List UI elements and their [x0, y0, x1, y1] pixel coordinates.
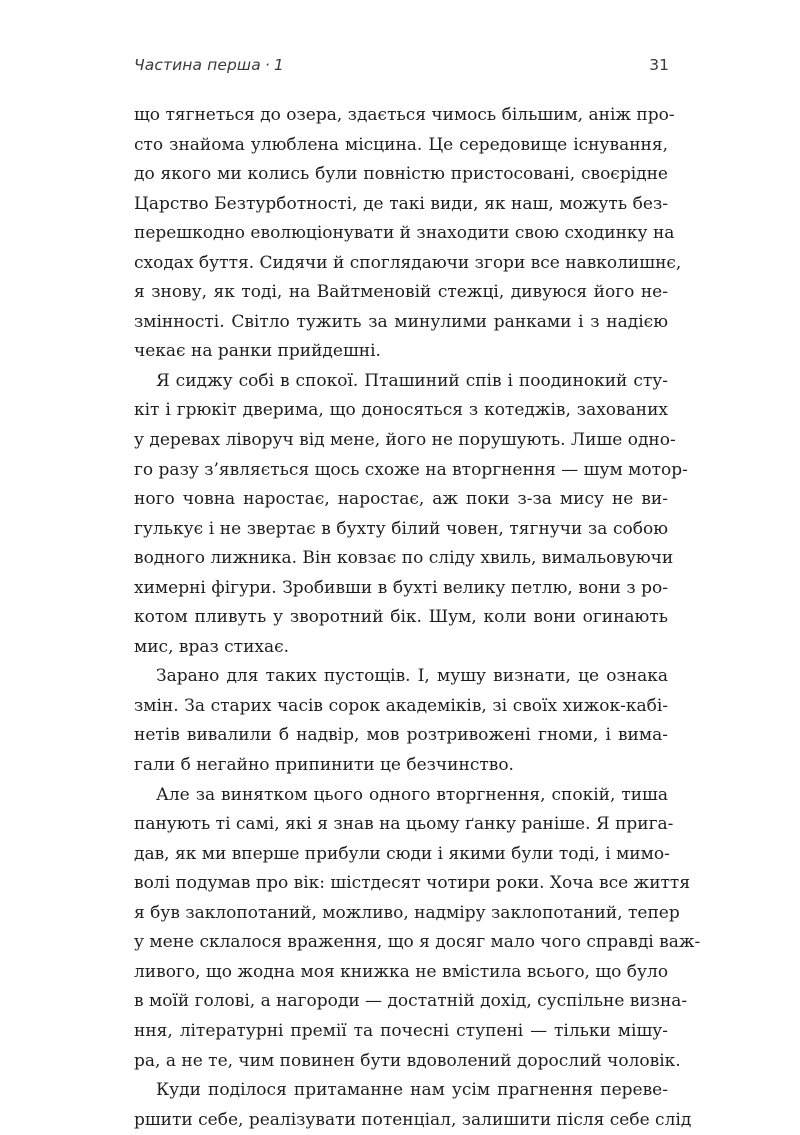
text-line: гулькує і не звертає в бухту білий човен, тягнучи за собою: [134, 518, 668, 539]
text-line: в моїй голові, а нагороди — достатній дохід, суспільне визна-: [134, 991, 688, 1012]
text-line: ного човна наростає, наростає, аж поки з-за мису не ви-: [134, 489, 668, 510]
text-line: ливого, що жодна моя книжка не вмістила всього, що було: [134, 961, 669, 982]
text-line: я знову, як тоді, на Вайтменовій стежці, дивуюся його не-: [134, 282, 668, 303]
paragraph-end-line: мис, враз стихає.: [134, 636, 290, 657]
text-line: Царство Безтурботності, де такі види, як наш, можуть без-: [134, 193, 668, 214]
text-line: у деревах ліворуч від мене, його не порушують. Лише одно-: [134, 430, 676, 451]
text-line: у мене склалося враження, що я досяг мало чого справді важ-: [134, 932, 701, 953]
paragraph-end-line: ра, а не те, чим повинен бути вдоволений дорослий чоловік.: [134, 1050, 681, 1071]
text-line: нетів вивалили б надвір, мов розтривожені гноми, і вима-: [134, 725, 668, 746]
text-line: я був заклопотаний, можливо, надміру заклопотаний, тепер: [134, 902, 680, 923]
text-line: волі подумав про вік: шістдесят чотири роки. Хоча все життя: [134, 873, 691, 894]
text-line: змінності. Світло тужить за минулими ранками і з надією: [134, 311, 668, 332]
text-line: котом пливуть у зворотний бік. Шум, коли вони огинають: [134, 607, 668, 628]
text-line: змін. За старих часів сорок академіків, зі своїх хижок-кабі-: [134, 695, 668, 716]
text-line: ння, літературні премії та почесні ступені — тільки мішу-: [134, 1020, 668, 1041]
text-line: ршити себе, реалізувати потенціал, залишити після себе слід: [134, 1109, 692, 1130]
section-title: Частина перша: [134, 56, 261, 74]
text-line: дав, як ми вперше прибули сюди і якими були тоді, і мимо-: [134, 843, 670, 864]
paragraph-end-line: гали б негайно припинити це безчинство.: [134, 755, 514, 776]
text-line: кіт і грюкіт дверима, що доносяться з котеджів, захованих: [134, 400, 668, 421]
body-text: [134, 101, 701, 1135]
text-line: водного лижника. Він ковзає по сліду хвиль, вимальовуючи: [134, 548, 674, 569]
paragraph-first-line: Зарано для таких пустощів. І, мушу визнати, це ознака: [156, 666, 668, 687]
paragraph-first-line: Але за винятком цього одного вторгнення, спокій, тиша: [156, 784, 668, 805]
text-line: химерні фігури. Зробивши в бухті велику петлю, вони з ро-: [134, 577, 668, 598]
paragraph-end-line: чекає на ранки прийдешні.: [134, 341, 381, 362]
text-line: що тягнеться до озера, здається чимось більшим, аніж про-: [134, 105, 675, 125]
page-number: 31: [649, 56, 669, 74]
chapter-number: 1: [273, 56, 284, 74]
text-line: сходах буття. Сидячи й споглядаючи згори все навколишнє,: [134, 252, 682, 273]
text-line: до якого ми колись були повністю пристосовані, своєрідне: [134, 164, 668, 185]
paragraph-first-line: Куди поділося притаманне нам усім прагнення переве-: [156, 1080, 668, 1101]
paragraph-first-line: Я сиджу собі в спокої. Пташиний спів і поодинокий сту-: [156, 370, 668, 391]
text-line: го разу з’являється щось схоже на вторгнення — шум мотор-: [134, 459, 688, 480]
text-line: перешкодно еволюціонувати й знаходити свою сходинку на: [134, 223, 675, 244]
text-line: сто знайома улюблена місцина. Це середовище існування,: [134, 134, 668, 155]
running-head-separator: ·: [264, 56, 270, 74]
running-head: [134, 56, 284, 74]
text-line: панують ті самі, які я знав на цьому ґанку раніше. Я прига-: [134, 814, 674, 835]
